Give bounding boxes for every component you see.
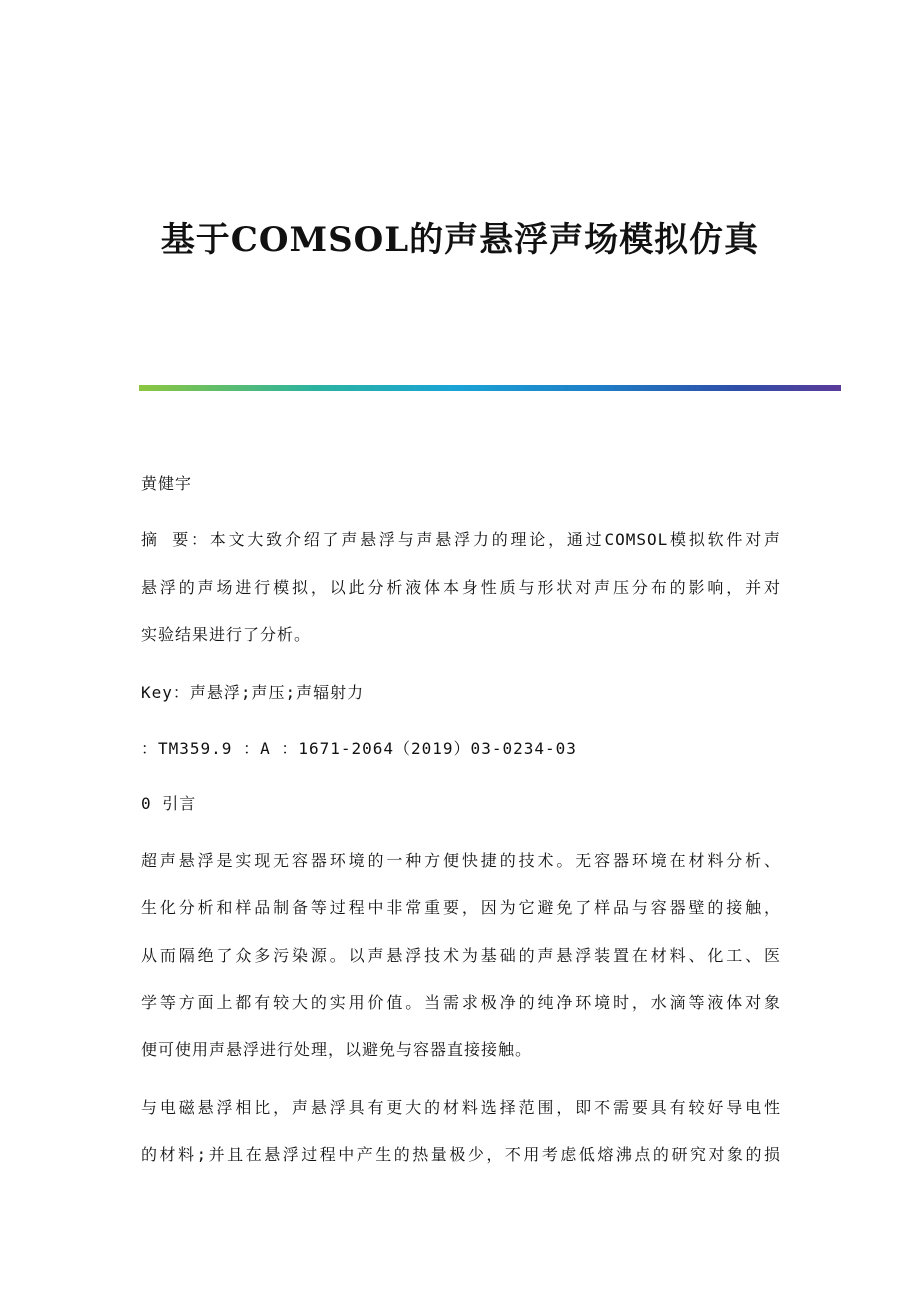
paragraph-line: 与电磁悬浮相比，声悬浮具有更大的材料选择范围，即不需要具有较好导电性: [141, 1098, 781, 1117]
paragraph-line: 学等方面上都有较大的实用价值。当需求极净的纯净环境时，水滴等液体对象: [141, 993, 781, 1012]
paragraph-line: 生化分析和样品制备等过程中非常重要，因为它避免了样品与容器壁的接触，: [141, 898, 781, 917]
paragraph-line: 的材料;并且在悬浮过程中产生的热量极少，不用考虑低熔沸点的研究对象的损: [141, 1145, 781, 1164]
page-title: 基于COMSOL的声悬浮声场模拟仿真: [160, 220, 760, 260]
paragraph-line: 便可使用声悬浮进行处理，以避免与容器直接接触。: [141, 1040, 533, 1059]
abstract-line: 实验结果进行了分析。: [141, 625, 312, 644]
classification-info: ：TM359.9 ：A ：1671-2064（2019）03-0234-03: [141, 739, 577, 758]
abstract-line: 悬浮的声场进行模拟，以此分析液体本身性质与形状对声压分布的影响，并对: [141, 578, 781, 597]
title-divider: [139, 385, 841, 391]
section-heading: 0 引言: [141, 794, 197, 813]
author-name: 黄健宇: [141, 474, 193, 493]
keywords: Key：声悬浮;声压;声辐射力: [141, 683, 365, 702]
paragraph-line: 从而隔绝了众多污染源。以声悬浮技术为基础的声悬浮装置在材料、化工、医: [141, 946, 781, 965]
paragraph-line: 超声悬浮是实现无容器环境的一种方便快捷的技术。无容器环境在材料分析、: [141, 851, 781, 870]
abstract-line: 摘 要：本文大致介绍了声悬浮与声悬浮力的理论，通过COMSOL模拟软件对声: [141, 530, 781, 549]
